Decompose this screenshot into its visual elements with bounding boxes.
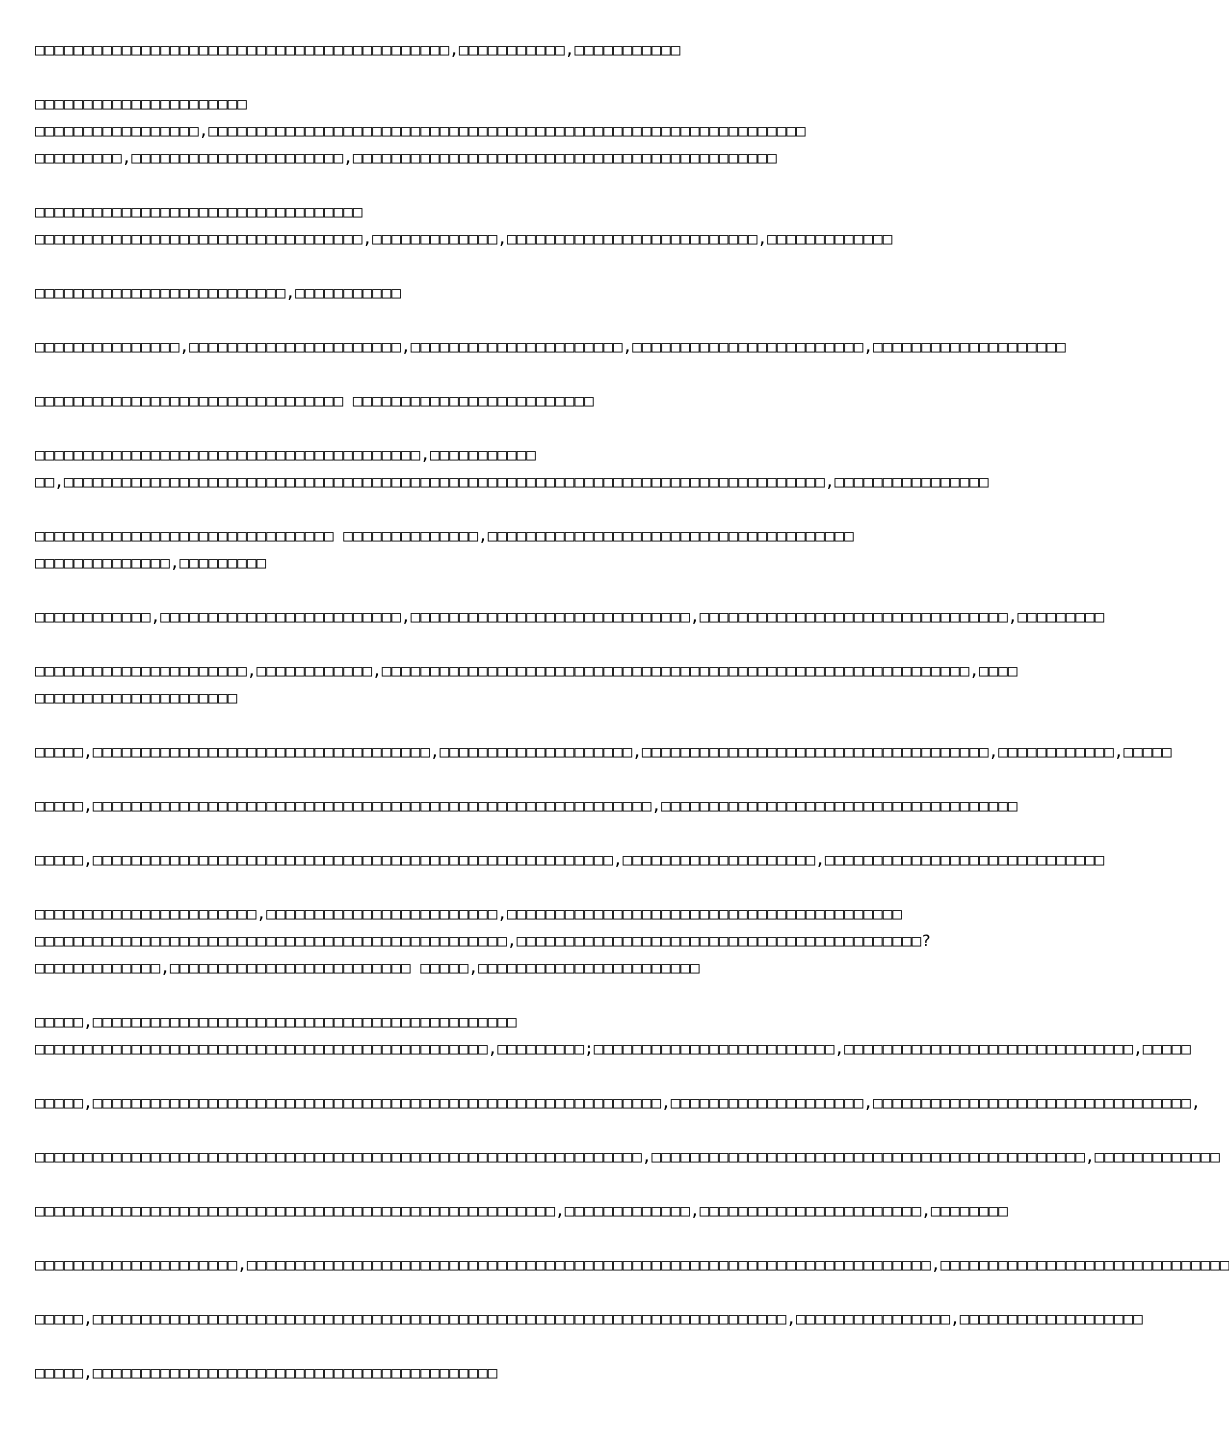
text-line: □□,□□□□□□□□□□□□□□□□□□□□□□□□□□□□□□□□□□□□□□□□□□□□□□□□□□□□□□□□□□□□□□□□□□□□□□□□□□□□□□□,□□□□□□□□□□□□□□□□ <box>35 472 989 491</box>
text-line: □□□□□,□□□□□□□□□□□□□□□□□□□□□□□□□□□□□□□□□□□□□□□□□□□□□□□□□□□□□□□□□□□,□□□□□□□□□□□□□□□□□□□□,□□□□□□□□□□□□□□□□□□□□□□□□□□□□□□□□□, <box>35 1093 1201 1112</box>
text-line: □□□□□,□□□□□□□□□□□□□□□□□□□□□□□□□□□□□□□□□□□□□□□□□□□□ <box>35 1012 517 1031</box>
text-line: □□□□□□□□□□□□□□□□□□□□□□□□□□□□□□□□□□□□□□□□,□□□□□□□□□□□ <box>35 445 536 464</box>
paragraph <box>35 1089 1201 1116</box>
paragraph <box>35 792 1018 819</box>
text-line: □□□□□□□□□□□□□□□□□□□□□□□,□□□□□□□□□□□□□□□□□□□□□□□□,□□□□□□□□□□□□□□□□□□□□□□□□□□□□□□□□□□□□□□□□□ <box>35 904 902 923</box>
paragraph <box>35 846 1105 873</box>
text-line: □□□□□,□□□□□□□□□□□□□□□□□□□□□□□□□□□□□□□□□□□□□□□□□□ <box>35 1363 498 1382</box>
text-line: □□□□□□□□□□□□□□□□□□□□□□□□□□□□□□□□□□□□□□□□□□□□□□□,□□□□□□□□□;□□□□□□□□□□□□□□□□□□□□□□□□□,□□□□□□□□□□□□□□□□□□□□□□□□□□□□□□,□□□□□ <box>35 1039 1191 1058</box>
text-line: □□□□□□□□□□□□□□□□□□□□□□□□□□□□□□□ □□□□□□□□□□□□□□,□□□□□□□□□□□□□□□□□□□□□□□□□□□□□□□□□□□□□□ <box>35 526 854 545</box>
paragraph <box>35 738 1172 765</box>
text-line: □□□□□□□□□□□□□□□□□□□□□□□□□□□□□□□□□□□□□□□□□□□,□□□□□□□□□□□,□□□□□□□□□□□ <box>35 40 681 59</box>
text-line: □□□□□□□□□□□□□□□□□,□□□□□□□□□□□□□□□□□□□□□□□□□□□□□□□□□□□□□□□□□□□□□□□□□□□□□□□□□□□□□□ <box>35 121 806 140</box>
text-line: □□□□□□□□□□□□□□□□□□□□□□□□□□,□□□□□□□□□□□ <box>35 283 402 302</box>
text-line: □□□□□□□□□□□□□,□□□□□□□□□□□□□□□□□□□□□□□□□ □□□□□,□□□□□□□□□□□□□□□□□□□□□□□ <box>35 958 700 977</box>
text-line: □□□□□□□□□□□□□□□□□□□□□□□□□□□□□□□□ □□□□□□□□□□□□□□□□□□□□□□□□□ <box>35 391 594 410</box>
text-line: □□□□□,□□□□□□□□□□□□□□□□□□□□□□□□□□□□□□□□□□□□□□□□□□□□□□□□□□□□□□□□□□□□□□□□□□□□□□□□,□□□□□□□□□□□□□□□□,□□□□□□□□□□□□□□□□□□□ <box>35 1309 1143 1328</box>
text-line: □□□□□,□□□□□□□□□□□□□□□□□□□□□□□□□□□□□□□□□□□□□□□□□□□□□□□□□□□□□□□□□□,□□□□□□□□□□□□□□□□□□□□□□□□□□□□□□□□□□□□□ <box>35 796 1018 815</box>
paragraph <box>35 657 1018 711</box>
text-line: □□□□□□□□□□□□□□□□□□□□□□□□□□□□□□□□□□□□□□□□□□□□□□□□□,□□□□□□□□□□□□□□□□□□□□□□□□□□□□□□□□□□□□□□□□□□? <box>35 931 931 950</box>
text-line: □□□□□□□□□□□□□□□,□□□□□□□□□□□□□□□□□□□□□□,□□□□□□□□□□□□□□□□□□□□□□,□□□□□□□□□□□□□□□□□□□□□□□□,□□□□□□□□□□□□□□□□□□□□ <box>35 337 1066 356</box>
text-line: □□□□□,□□□□□□□□□□□□□□□□□□□□□□□□□□□□□□□□□□□,□□□□□□□□□□□□□□□□□□□□,□□□□□□□□□□□□□□□□□□□□□□□□□□□□□□□□□□□□,□□□□□□□□□□□□,□□□□□ <box>35 742 1172 761</box>
text-line: □□□□□□□□□□□□□□□□□□□□□□□□□□□□□□□□□□,□□□□□□□□□□□□□,□□□□□□□□□□□□□□□□□□□□□□□□□□,□□□□□□□□□□□□□ <box>35 229 893 248</box>
paragraph <box>35 1197 1008 1224</box>
text-line: □□□□□□□□□□□□□□□□□□□□□ <box>35 688 238 707</box>
paragraph <box>35 1008 1191 1062</box>
text-line: □□□□□□□□□□□□□□□□□□□□□□□□□□□□□□□□□□ <box>35 202 363 221</box>
paragraph <box>35 900 989 981</box>
text-line: □□□□□□□□□□□□□□□□□□□□□,□□□□□□□□□□□□□□□□□□□□□□□□□□□□□□□□□□□□□□□□□□□□□□□□□□□□□□□□□□□□□□□□□□□□□□□,□□□□□□□□□□□□□□□□□□□□□□□□□□□□□□ <box>35 1255 1229 1274</box>
paragraph <box>35 441 989 495</box>
paragraph <box>35 333 1066 360</box>
document-page <box>35 36 1229 1413</box>
text-line: □□□□□□□□□,□□□□□□□□□□□□□□□□□□□□□□,□□□□□□□□□□□□□□□□□□□□□□□□□□□□□□□□□□□□□□□□□□□□ <box>35 148 777 167</box>
paragraph <box>35 603 1105 630</box>
text-line: □□□□□□□□□□□□□□,□□□□□□□□□ <box>35 553 267 572</box>
text-line: □□□□□□□□□□□□□□□□□□□□□□,□□□□□□□□□□□□,□□□□□□□□□□□□□□□□□□□□□□□□□□□□□□□□□□□□□□□□□□□□□□□□□□□□□□□□□□□□□,□□□□ <box>35 661 1018 680</box>
text-line: □□□□□,□□□□□□□□□□□□□□□□□□□□□□□□□□□□□□□□□□□□□□□□□□□□□□□□□□□□□□,□□□□□□□□□□□□□□□□□□□□,□□□□□□□□□□□□□□□□□□□□□□□□□□□□□ <box>35 850 1105 869</box>
text-line: □□□□□□□□□□□□□□□□□□□□□□ <box>35 94 247 113</box>
paragraph <box>35 36 989 63</box>
text-line: □□□□□□□□□□□□□□□□□□□□□□□□□□□□□□□□□□□□□□□□□□□□□□□□□□□□□□,□□□□□□□□□□□□□,□□□□□□□□□□□□□□□□□□□□□□□,□□□□□□□□ <box>35 1201 1008 1220</box>
paragraph <box>35 198 989 252</box>
paragraph <box>35 1305 1143 1332</box>
text-line: □□□□□□□□□□□□,□□□□□□□□□□□□□□□□□□□□□□□□□,□□□□□□□□□□□□□□□□□□□□□□□□□□□□□,□□□□□□□□□□□□□□□□□□□□□□□□□□□□□□□□,□□□□□□□□□ <box>35 607 1105 626</box>
paragraph <box>35 1143 1220 1170</box>
paragraph <box>35 387 989 414</box>
paragraph <box>35 1359 989 1386</box>
paragraph <box>35 90 989 171</box>
paragraph <box>35 522 989 576</box>
paragraph <box>35 279 989 306</box>
text-line: □□□□□□□□□□□□□□□□□□□□□□□□□□□□□□□□□□□□□□□□□□□□□□□□□□□□□□□□□□□□□□□,□□□□□□□□□□□□□□□□□□□□□□□□□□□□□□□□□□□□□□□□□□□□□,□□□□□□□□□□□□□ <box>35 1147 1220 1166</box>
paragraph <box>35 1251 1229 1278</box>
